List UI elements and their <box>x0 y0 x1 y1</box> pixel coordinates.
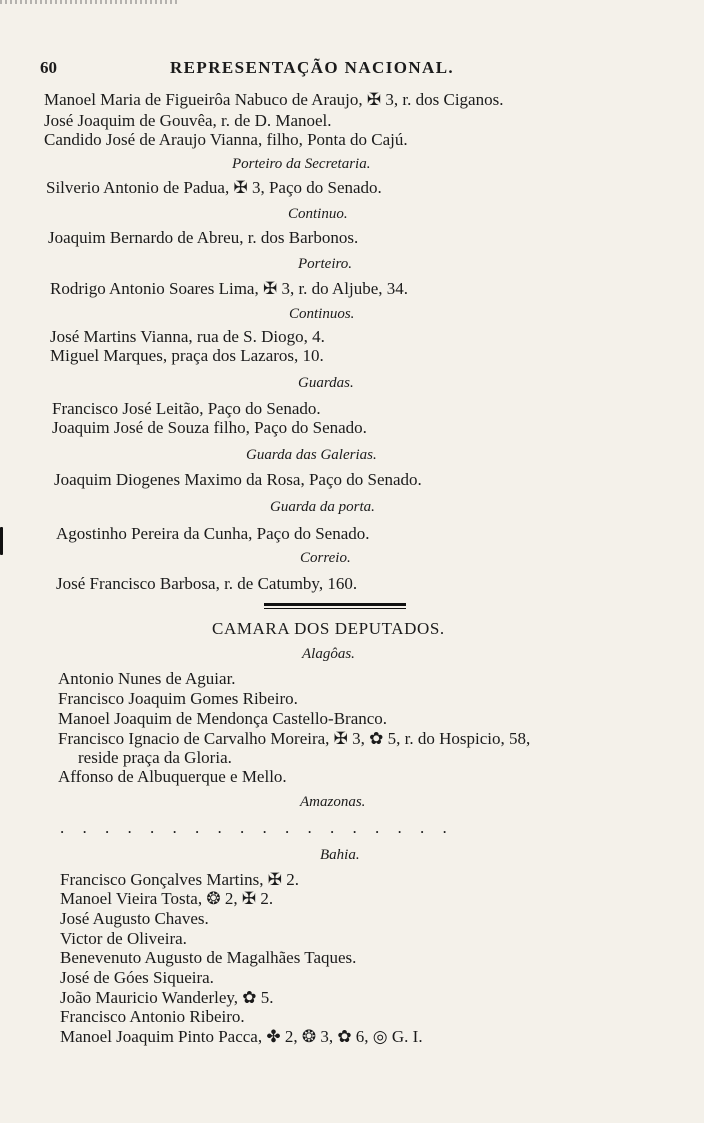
entry-line: José Augusto Chaves. <box>60 909 209 928</box>
entry-line: Antonio Nunes de Aguiar. <box>58 669 236 688</box>
section-rule-thick <box>264 603 406 606</box>
entry-line: José Joaquim de Gouvêa, r. de D. Manoel. <box>44 111 332 130</box>
page-header <box>40 58 680 82</box>
entry-line: Candido José de Araujo Vianna, filho, Ponta do Cajú. <box>44 130 408 149</box>
entry-line: Manoel Joaquim de Mendonça Castello-Branco. <box>58 709 388 728</box>
subsection-heading: Porteiro. <box>298 256 353 272</box>
entry-line: Francisco Joaquim Gomes Ribeiro. <box>58 689 298 708</box>
entry-line: Manoel Vieira Tosta, ❂ 2, ✠ 2. <box>60 889 274 908</box>
entry-line: Manoel Joaquim Pinto Pacca, ✤ 2, ❂ 3, ✿ 6, ◎ G. I. <box>60 1027 423 1046</box>
subsection-heading: Porteiro da Secretaria. <box>232 156 371 172</box>
subsection-heading: Correio. <box>300 550 351 566</box>
entry-line: Agostinho Pereira da Cunha, Paço do Senado. <box>56 524 370 543</box>
entry-line: Francisco Antonio Ribeiro. <box>60 1007 245 1026</box>
entry-line: Joaquim Bernardo de Abreu, r. dos Barbonos. <box>48 228 359 247</box>
ellipsis-dots: . . . . . . . . . . . . . . . . . . <box>60 818 454 837</box>
page-number: 60 <box>40 58 57 77</box>
entry-line: Francisco Gonçalves Martins, ✠ 2. <box>60 870 299 889</box>
subsection-heading: Guarda da porta. <box>270 499 375 515</box>
entry-line: José Francisco Barbosa, r. de Catumby, 160. <box>56 574 358 593</box>
scan-edge-mark <box>0 527 3 555</box>
entry-line: Benevenuto Augusto de Magalhães Taques. <box>60 948 357 967</box>
section-rule-thin <box>264 608 406 609</box>
entry-line: José Martins Vianna, rua de S. Diogo, 4. <box>50 327 325 346</box>
entry-line: Rodrigo Antonio Soares Lima, ✠ 3, r. do Aljube, 34. <box>50 279 409 298</box>
entry-line: Joaquim José de Souza filho, Paço do Senado. <box>52 418 367 437</box>
entry-line: Silverio Antonio de Padua, ✠ 3, Paço do Senado. <box>46 178 382 197</box>
subsection-heading: Guarda das Galerias. <box>246 447 377 463</box>
subsection-heading: Alagôas. <box>302 646 355 662</box>
entry-line: Victor de Oliveira. <box>60 929 187 948</box>
subsection-heading: Amazonas. <box>300 794 366 810</box>
entry-line: José de Góes Siqueira. <box>60 968 214 987</box>
entry-line: Francisco José Leitão, Paço do Senado. <box>52 399 321 418</box>
subsection-heading: Continuos. <box>289 306 355 322</box>
subsection-heading: Guardas. <box>298 375 354 391</box>
subsection-heading: Continuo. <box>288 206 348 222</box>
entry-line: Joaquim Diogenes Maximo da Rosa, Paço do Senado. <box>54 470 422 489</box>
entry-line: Manoel Maria de Figueirôa Nabuco de Araujo, ✠ 3, r. dos Ciganos. <box>44 90 504 109</box>
entry-line: Miguel Marques, praça dos Lazaros, 10. <box>50 346 324 365</box>
entry-line: Francisco Ignacio de Carvalho Moreira, ✠ 3, ✿ 5, r. do Hospicio, 58, <box>58 729 531 748</box>
entry-line: Affonso de Albuquerque e Mello. <box>58 767 287 786</box>
section-heading: CAMARA DOS DEPUTADOS. <box>212 619 445 638</box>
subsection-heading: Bahia. <box>320 847 360 863</box>
scan-noise <box>0 0 180 4</box>
entry-line: João Mauricio Wanderley, ✿ 5. <box>60 988 274 1007</box>
running-title: REPRESENTAÇÃO NACIONAL. <box>170 58 455 77</box>
entry-line-continuation: reside praça da Gloria. <box>78 748 232 767</box>
